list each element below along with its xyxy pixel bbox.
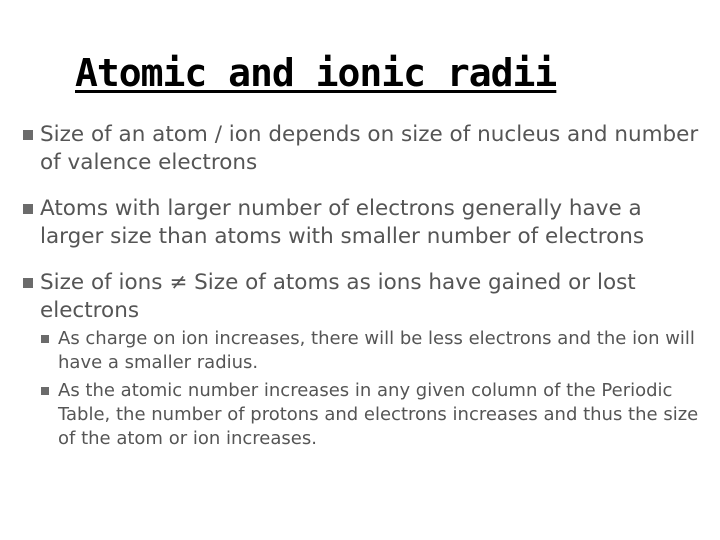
sub-bullet-text: As the atomic number increases in any given column of the Periodic Table, the number of protons and electrons increases and thus the size of the atom or ion increases. <box>58 380 699 449</box>
bullet-item <box>20 269 710 325</box>
sub-bullet-item <box>20 379 710 451</box>
sub-bullet-text: As charge on ion increases, there will be less electrons and the ion will have a smaller radius. <box>58 328 695 373</box>
square-bullet-icon <box>23 278 33 288</box>
bullet-item <box>20 121 710 177</box>
bullet-item <box>20 195 710 251</box>
slide-body <box>20 121 710 455</box>
square-bullet-icon <box>23 130 33 140</box>
slide-title: Atomic and ionic radii <box>75 51 557 95</box>
bullet-text: Size of an atom / ion depends on size of nucleus and number of valence electrons <box>40 122 699 175</box>
square-bullet-icon <box>23 204 33 214</box>
bullet-text: Atoms with larger number of electrons generally have a larger size than atoms with smaller number of electrons <box>40 196 645 249</box>
sub-bullet-item <box>20 327 710 375</box>
square-bullet-icon <box>41 387 49 395</box>
bullet-text: Size of ions ≠ Size of atoms as ions have gained or lost electrons <box>40 270 636 323</box>
sub-bullet-list <box>20 327 710 451</box>
square-bullet-icon <box>41 335 49 343</box>
